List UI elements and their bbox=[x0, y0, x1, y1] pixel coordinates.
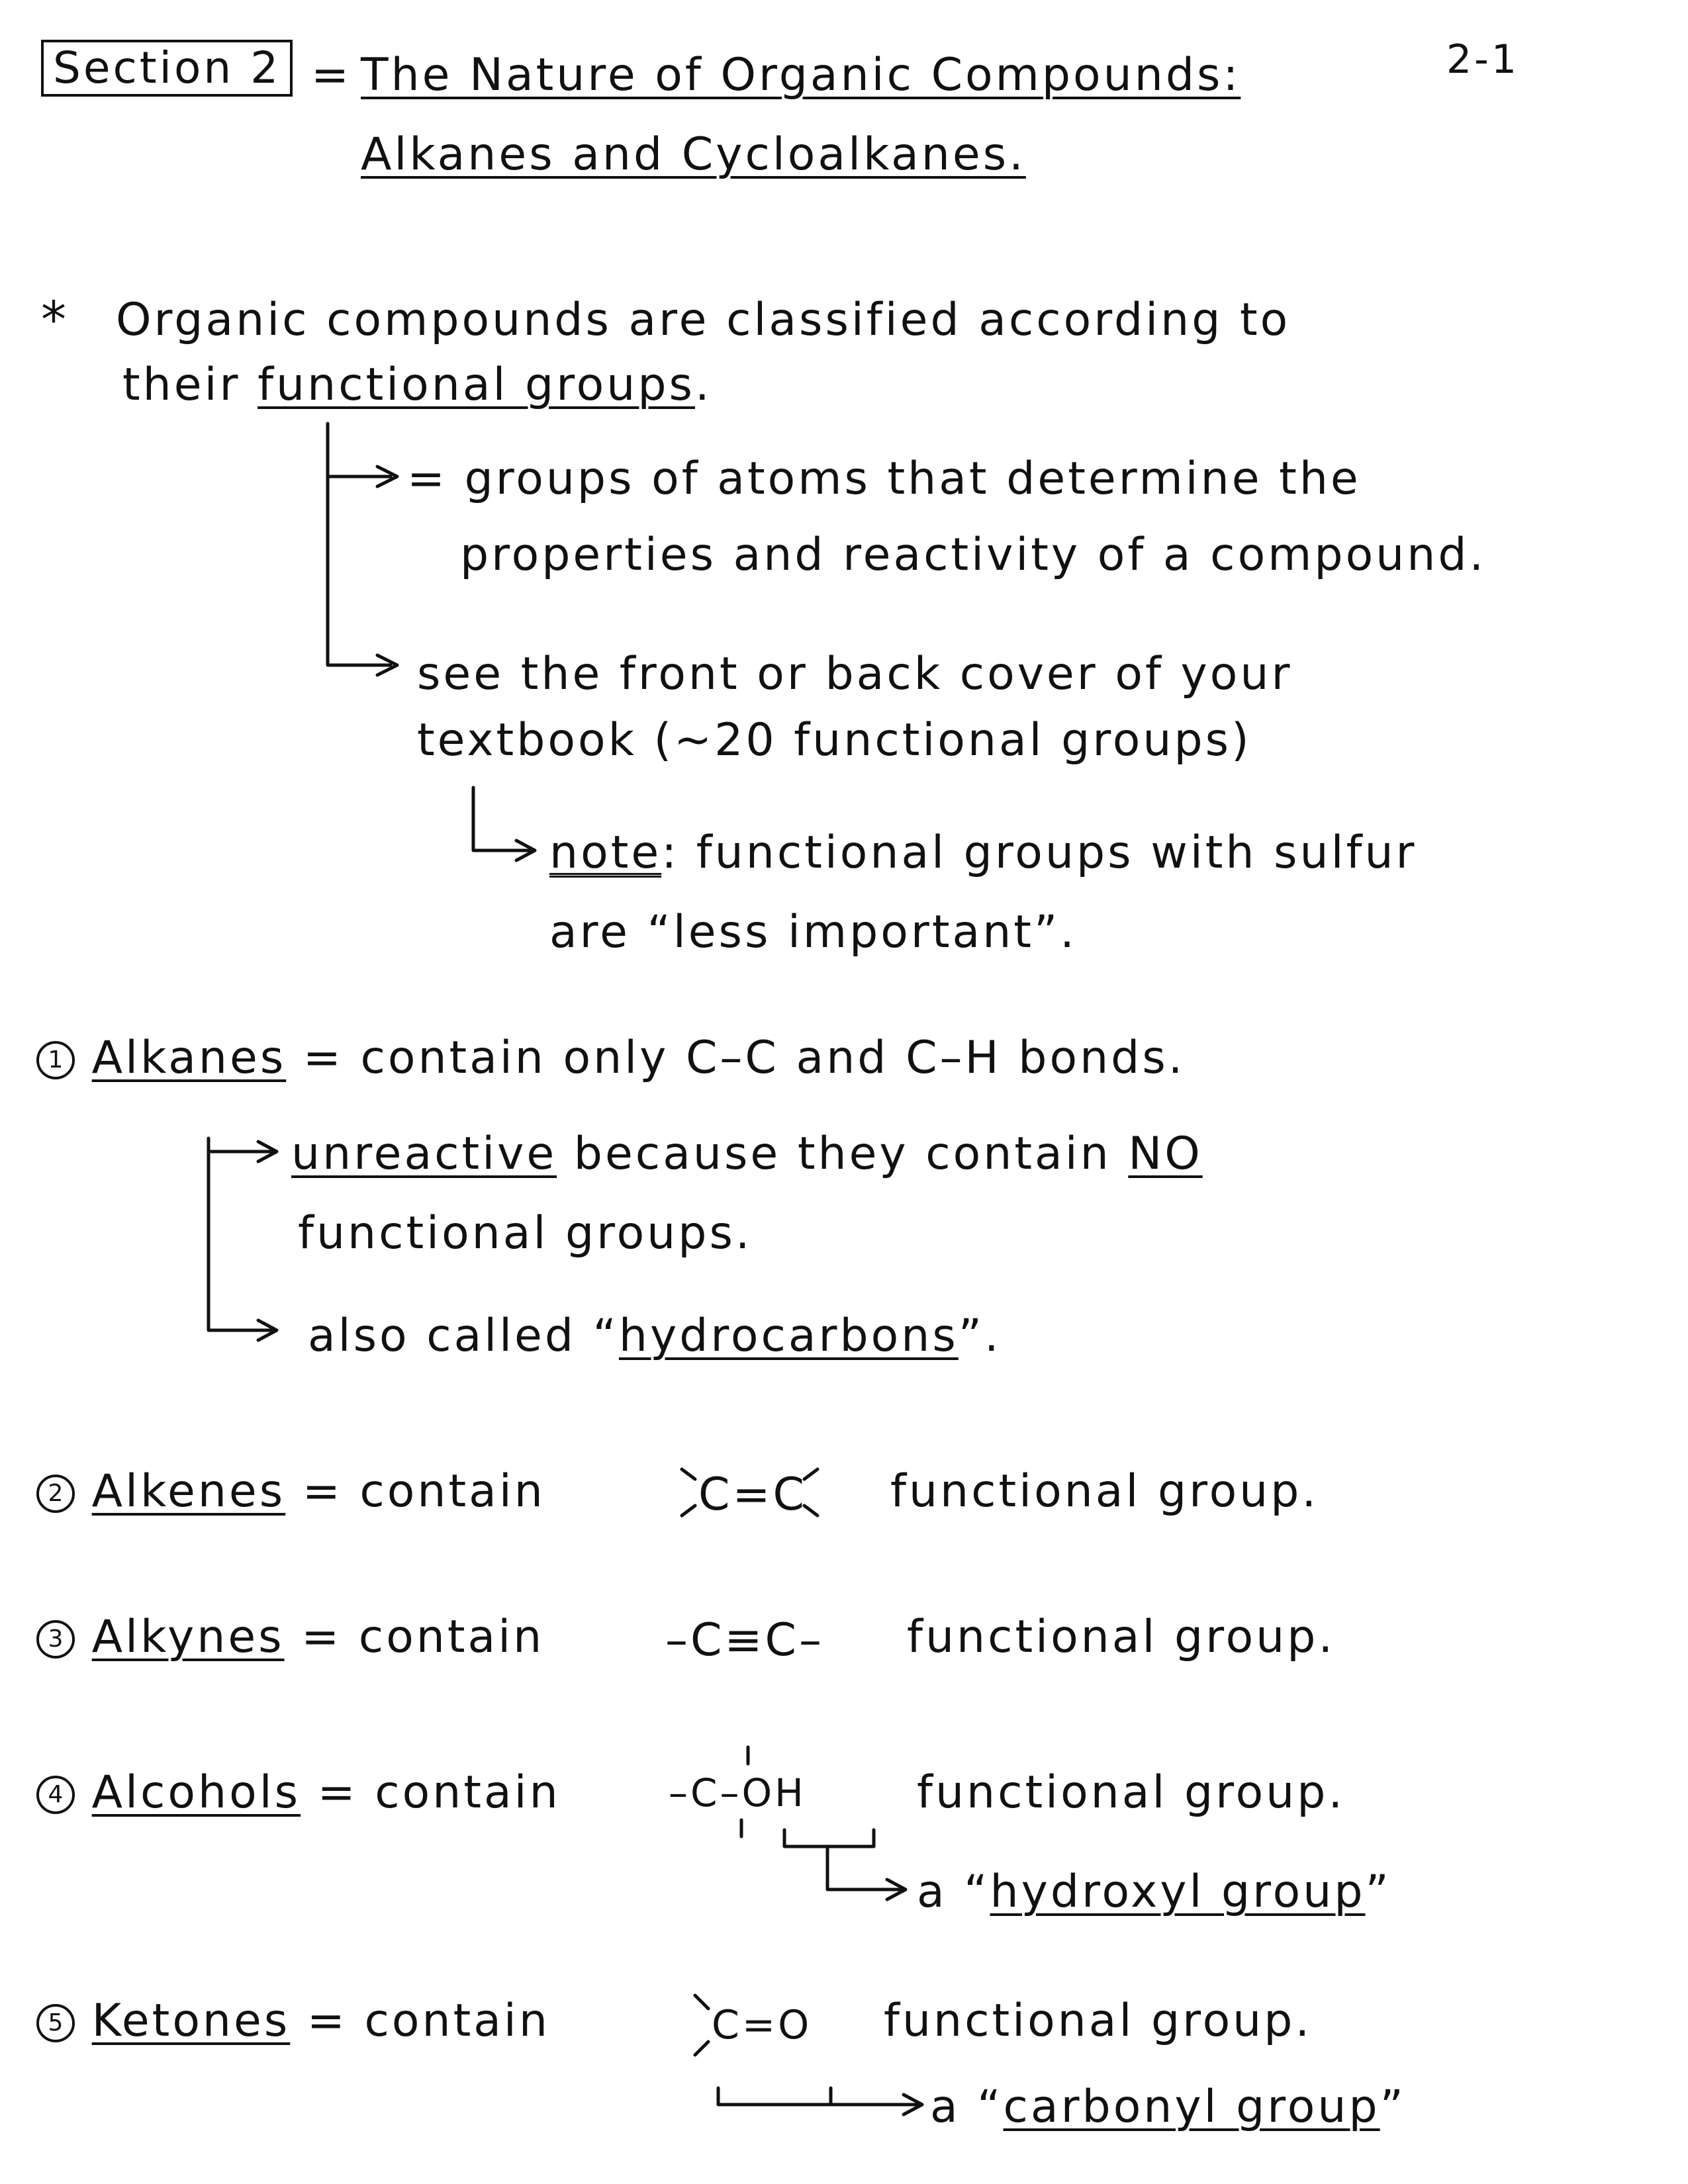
hydroxyl-suffix: ” bbox=[1365, 1866, 1391, 1918]
no-term: NO bbox=[1128, 1128, 1203, 1180]
item-ketones bbox=[36, 1995, 550, 2047]
alkynes-suffix: functional group. bbox=[907, 1611, 1336, 1663]
alkanes-definition: = contain only C–C and C–H bonds. bbox=[303, 1032, 1186, 1084]
ketone-bond-bottom bbox=[695, 2042, 708, 2055]
item-alkynes bbox=[36, 1611, 545, 1663]
hydroxyl-group-term: hydroxyl group bbox=[990, 1866, 1366, 1918]
note-line1 bbox=[549, 827, 1417, 879]
intro-line2 bbox=[122, 359, 712, 411]
hydroxyl-arrow bbox=[827, 1846, 900, 1889]
ketones-contain: = contain bbox=[306, 1995, 550, 2047]
item-alcohols bbox=[36, 1766, 561, 1819]
carbonyl-group-term: carbonyl group bbox=[1003, 2081, 1380, 2133]
note-line2: are “less important”. bbox=[549, 906, 1077, 958]
header-equals: = bbox=[311, 49, 352, 101]
alcohols-suffix: functional group. bbox=[917, 1766, 1346, 1819]
page-number: 2-1 bbox=[1446, 36, 1519, 83]
arrow-head-alkanes-1 bbox=[258, 1142, 277, 1161]
also-called-suffix: ”. bbox=[958, 1310, 1002, 1362]
alkynes-term: Alkynes bbox=[91, 1611, 285, 1663]
section-label: Section 2 bbox=[41, 40, 293, 97]
carbonyl-arrow-head bbox=[904, 2095, 922, 2115]
hydroxyl-arrow-head bbox=[887, 1880, 906, 1899]
page-title-line1: The Nature of Organic Compounds: bbox=[361, 49, 1241, 101]
alkenes-term: Alkenes bbox=[91, 1465, 286, 1518]
arrow-head-alkanes-2 bbox=[258, 1320, 277, 1340]
see-cover-line1: see the front or back cover of your bbox=[417, 648, 1293, 700]
page-title-line2: Alkanes and Cycloalkanes. bbox=[361, 128, 1026, 181]
unreactive-term: unreactive bbox=[291, 1128, 557, 1180]
intro-their: their bbox=[122, 359, 241, 411]
item-alkanes bbox=[36, 1032, 1186, 1084]
hydroxyl-bracket bbox=[784, 1830, 874, 1846]
alkenes-contain: = contain bbox=[302, 1465, 545, 1518]
arrow-head-note bbox=[516, 841, 535, 860]
note-label: note bbox=[549, 827, 662, 879]
carbonyl-prefix: a “ bbox=[930, 2081, 1004, 2133]
alkyne-formula: –C≡C– bbox=[665, 1614, 824, 1666]
alcohols-contain: = contain bbox=[317, 1766, 561, 1819]
carbonyl-note bbox=[930, 2081, 1406, 2133]
ketone-formula: C=O bbox=[712, 2002, 812, 2048]
item-number-2: 2 bbox=[36, 1475, 75, 1513]
alkene-bond-left-bottom bbox=[682, 1506, 695, 1516]
hydroxyl-prefix: a “ bbox=[917, 1866, 990, 1918]
alkynes-contain: = contain bbox=[301, 1611, 545, 1663]
hydrocarbons-term: hydrocarbons bbox=[618, 1310, 959, 1362]
bracket-arrow-alkanes bbox=[209, 1138, 271, 1330]
arrow-head-see bbox=[377, 655, 397, 675]
alcohols-term: Alcohols bbox=[91, 1766, 301, 1819]
alkanes-term: Alkanes bbox=[91, 1032, 287, 1084]
hydroxyl-note bbox=[917, 1866, 1391, 1918]
carbonyl-bracket bbox=[718, 2088, 831, 2105]
note-text: : functional groups with sulfur bbox=[661, 827, 1417, 879]
item-number-5: 5 bbox=[36, 2004, 75, 2042]
item-number-1: 1 bbox=[36, 1041, 75, 1079]
intro-line1: Organic compounds are classified according to bbox=[116, 294, 1291, 346]
arrow-head-def bbox=[377, 467, 397, 486]
item-number-3: 3 bbox=[36, 1620, 75, 1659]
definition-line1: = groups of atoms that determine the bbox=[407, 453, 1361, 505]
item-alkenes bbox=[36, 1465, 545, 1518]
also-called: also called “ bbox=[308, 1310, 619, 1362]
alkanes-sub1-line1 bbox=[291, 1128, 1203, 1180]
bullet-star: * bbox=[41, 290, 69, 349]
ketones-term: Ketones bbox=[91, 1995, 291, 2047]
arrow-note bbox=[473, 788, 530, 850]
item-number-4: 4 bbox=[36, 1776, 75, 1814]
intro-period: . bbox=[694, 359, 712, 411]
bracket-arrow-functional-groups bbox=[328, 424, 391, 665]
ketones-suffix: functional group. bbox=[884, 1995, 1313, 2047]
carbonyl-suffix: ” bbox=[1380, 2081, 1406, 2133]
alkenes-suffix: functional group. bbox=[890, 1465, 1319, 1518]
alkanes-sub1-line2: functional groups. bbox=[298, 1207, 753, 1259]
see-cover-line2: textbook (~20 functional groups) bbox=[417, 714, 1252, 766]
ketone-bond-top bbox=[695, 1995, 708, 2009]
alcohol-formula: –C–OH bbox=[669, 1770, 806, 1815]
alkene-bond-left-top bbox=[682, 1469, 695, 1479]
definition-line2: properties and reactivity of a compound. bbox=[460, 529, 1487, 581]
alkanes-sub1-mid: because they contain bbox=[557, 1128, 1129, 1180]
alkene-formula: C=C bbox=[698, 1469, 807, 1521]
functional-groups-term: functional groups bbox=[258, 359, 695, 411]
alkanes-sub2 bbox=[308, 1310, 1002, 1362]
